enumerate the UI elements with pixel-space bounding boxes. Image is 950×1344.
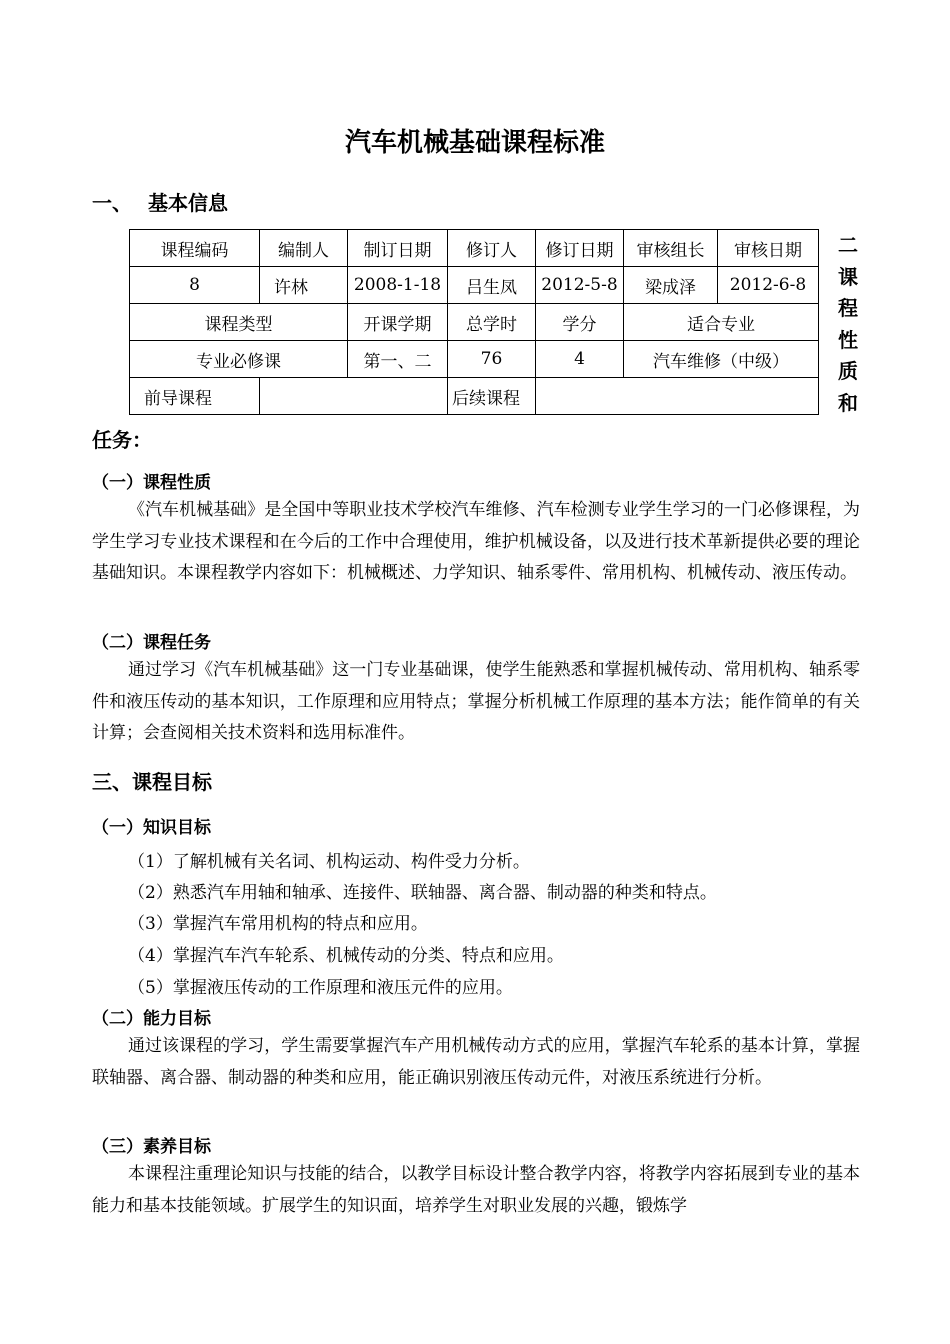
table-cell: 8	[130, 267, 260, 304]
document-title: 汽车机械基础课程标准	[344, 128, 605, 158]
table-cell: 后续课程	[448, 378, 536, 415]
table-cell: 审核组长	[624, 230, 718, 267]
table-cell: 76	[448, 341, 536, 378]
table-cell: 开课学期	[348, 304, 448, 341]
course-task-heading: （二）课程任务	[92, 633, 211, 653]
table-cell	[536, 378, 819, 415]
section-basic-info-heading	[92, 187, 228, 216]
course-nature-text: 《汽车机械基础》是全国中等职业技术学校汽车维修、汽车检测专业学生学习的一门必修课程，为学生学习专业技术课程和在今后的工作中合理使用，维护机械设备，以及进行技术革新提供必要的理论基础知识。本课程教学内容如下：机械概述、力学知识、轴系零件、常用机构、机械传动、液压传动。	[92, 500, 860, 583]
table-cell: 适合专业	[624, 304, 819, 341]
course-task-text: 通过学习《汽车机械基础》这一门专业基础课，使学生能熟悉和掌握机械传动、常用机构、轴系零件和液压传动的基本知识，工作原理和应用特点；掌握分析机械工作原理的基本方法；能作简单的有关计算；会查阅相关技术资料和选用标准件。	[92, 660, 860, 743]
table-cell: 专业必修课	[130, 341, 348, 378]
table-cell: 总学时	[448, 304, 536, 341]
list-item: （3）掌握汽车常用机构的特点和应用。	[128, 914, 428, 934]
table-cell: 修订人	[448, 230, 536, 267]
table-cell: 2012-5-8	[536, 267, 624, 304]
table-cell: 课程类型	[130, 304, 348, 341]
table-cell: 前导课程	[130, 378, 260, 415]
table-cell: 吕生凤	[448, 267, 536, 304]
heading-char: 质	[838, 359, 858, 383]
section-number: 一、	[92, 191, 132, 215]
table-row	[130, 267, 819, 304]
table-cell: 审核日期	[718, 230, 819, 267]
heading-char: 性	[838, 327, 858, 352]
heading-char: 程	[838, 296, 858, 320]
table-row	[130, 341, 819, 378]
table-cell: 汽车维修（中级）	[624, 341, 819, 378]
list-item: （4）掌握汽车汽车轮系、机械传动的分类、特点和应用。	[128, 946, 564, 966]
table-cell: 第一、二	[348, 341, 448, 378]
table-row	[130, 378, 819, 415]
table-cell: 4	[536, 341, 624, 378]
section-course-goals-heading: 三、课程目标	[92, 770, 212, 794]
quality-goals-heading: （三）素养目标	[92, 1137, 211, 1157]
ability-goals-heading: （二）能力目标	[92, 1009, 211, 1029]
table-cell: 课程编码	[130, 230, 260, 267]
quality-goals-text: 本课程注重理论知识与技能的结合，以教学目标设计整合教学内容，将教学内容拓展到专业的基本能力和基本技能领域。扩展学生的知识面，培养学生对职业发展的兴趣，锻炼学	[92, 1164, 860, 1216]
table-row	[130, 304, 819, 341]
ability-goals-text: 通过该课程的学习，学生需要掌握汽车产用机械传动方式的应用，掌握汽车轮系的基本计算，掌握联轴器、离合器、制动器的种类和应用，能正确识别液压传动元件，对液压系统进行分析。	[92, 1036, 860, 1088]
table-cell	[260, 378, 448, 415]
table-cell: 学分	[536, 304, 624, 341]
section-label: 基本信息	[148, 191, 228, 215]
table-cell: 2008-1-18	[348, 267, 448, 304]
course-nature-heading: （一）课程性质	[92, 473, 211, 493]
table-cell: 梁成泽	[624, 267, 718, 304]
section-nature-task-heading-tail: 任务：	[92, 428, 152, 452]
table-cell: 修订日期	[536, 230, 624, 267]
table-cell: 制订日期	[348, 230, 448, 267]
knowledge-goals-heading: （一）知识目标	[92, 818, 211, 838]
table-cell: 许林	[260, 267, 348, 304]
table-cell: 编制人	[260, 230, 348, 267]
heading-char: 二	[838, 233, 858, 257]
table-cell: 2012-6-8	[718, 267, 819, 304]
list-item: （5）掌握液压传动的工作原理和液压元件的应用。	[128, 978, 513, 998]
list-item: （1）了解机械有关名词、机构运动、构件受力分析。	[128, 852, 530, 872]
heading-char: 和	[838, 390, 858, 415]
course-info-table	[129, 229, 819, 415]
table-row	[130, 230, 819, 267]
list-item: （2）熟悉汽车用轴和轴承、连接件、联轴器、离合器、制动器的种类和特点。	[128, 883, 717, 903]
section-nature-task-heading-vertical	[836, 230, 860, 419]
heading-char: 课	[838, 264, 858, 289]
